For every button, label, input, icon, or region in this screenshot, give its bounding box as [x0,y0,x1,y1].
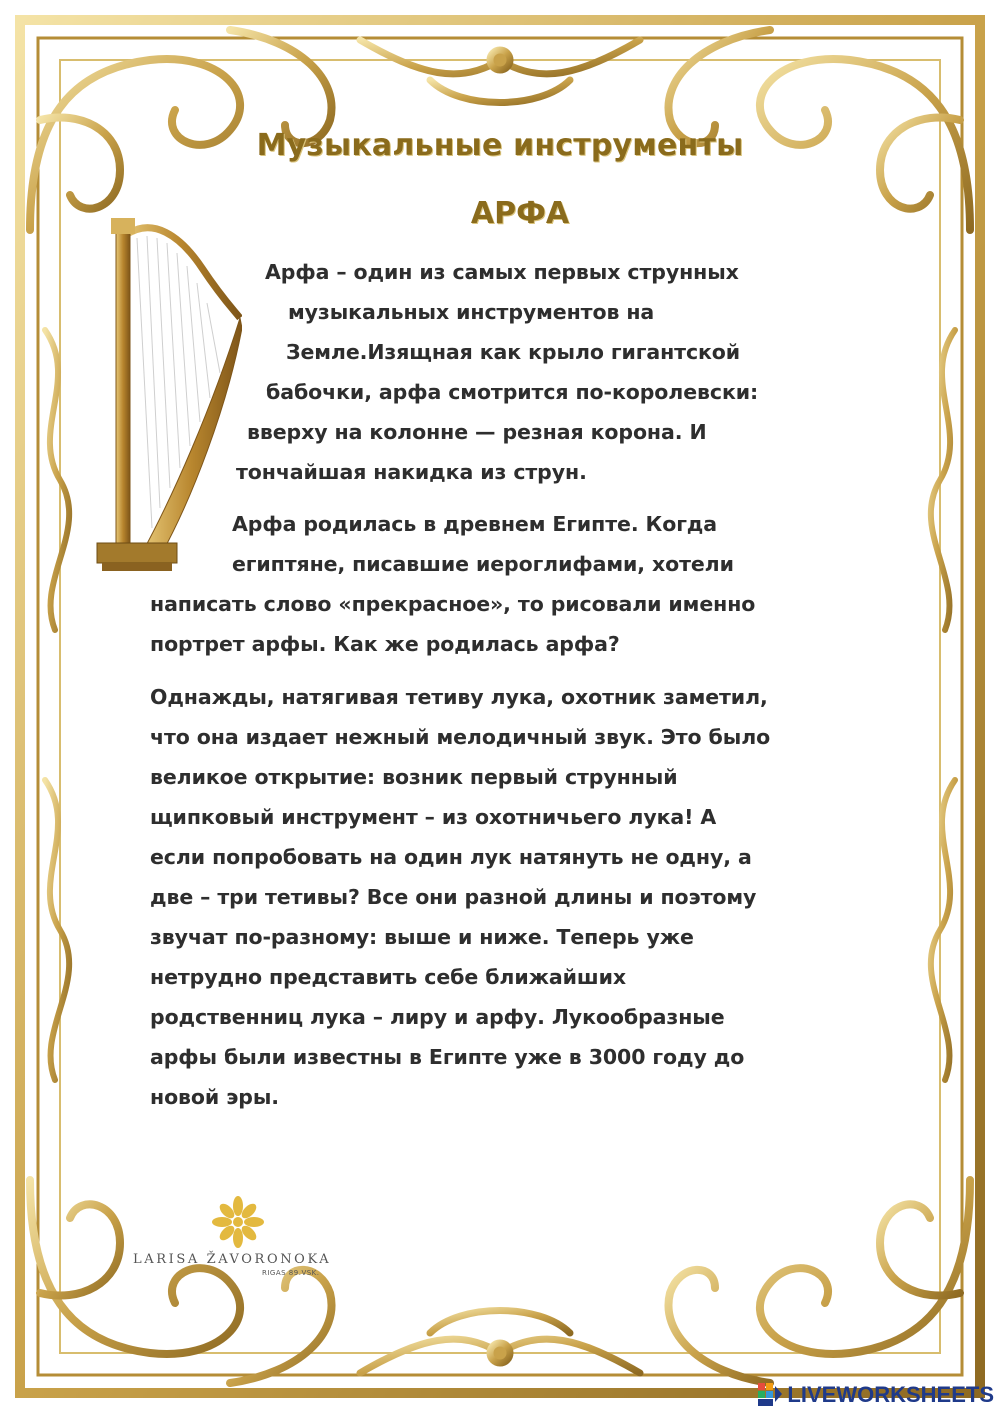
paragraph2-line: написать слово «прекрасное», то рисовали именно [150,592,756,616]
page-subtitle: АРФА [470,196,570,231]
paragraph1-line: бабочки, арфа смотрится по-королевски: [266,380,759,404]
harp-illustration [92,208,242,578]
paragraph2-line: портрет арфы. Как же родилась арфа? [150,632,620,656]
paragraph3-line: родственниц лука – лиру и арфу. Лукообразные [150,1005,725,1029]
paragraph1-line: тончайшая накидка из струн. [236,460,587,484]
paragraph3-line: нетрудно представить себе ближайших [150,965,626,989]
paragraph3-line: что она издает нежный мелодичный звук. Это было [150,725,771,749]
paragraph2-line: египтяне, писавшие иероглифами, хотели [232,552,734,576]
paragraph3-line: две – три тетивы? Все они разной длины и поэтому [150,885,757,909]
page-title: Музыкальные инструменты [256,128,744,163]
paragraph3-line: новой эры. [150,1085,279,1109]
paragraph3-line: если попробовать на один лук натянуть не одну, а [150,845,752,869]
logo-name: LARISA ŽAVORONOKA [133,1252,332,1267]
paragraph3-line: Однажды, натягивая тетиву лука, охотник заметил, [150,685,768,709]
watermark-text: LIVEWORKSHEETS [787,1382,994,1407]
logo-subtitle: RIGAS 89.VSK. [262,1269,320,1277]
paragraph2-line: Арфа родилась в древнем Египте. Когда [232,512,717,536]
liveworksheets-logo-icon [757,1382,783,1408]
liveworksheets-watermark [757,1381,994,1409]
paragraph1-line: музыкальных инструментов на [288,300,655,324]
paragraph1-line: Арфа – один из самых первых струнных [265,260,739,284]
paragraph3-line: великое открытие: возник первый струнный [150,765,678,789]
paragraph1-line: Земле.Изящная как крыло гигантской [286,340,741,364]
paragraph3-line: арфы были известны в Египте уже в 3000 году до [150,1045,745,1069]
paragraph1-line: вверху на колонне — резная корона. И [247,420,707,444]
paragraph3-line: щипковый инструмент – из охотничьего лука! А [150,805,717,829]
paragraph3-line: звучат по-разному: выше и ниже. Теперь уже [150,925,694,949]
